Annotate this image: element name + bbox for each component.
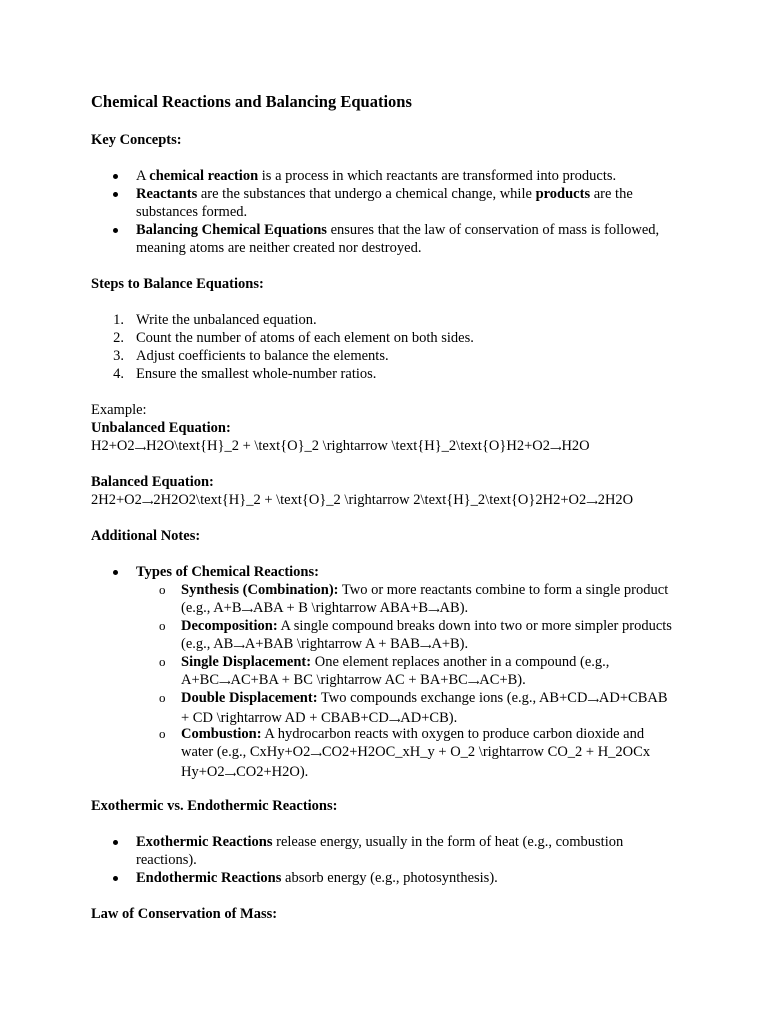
arrow-icon: ⟶ [224,770,237,779]
balanced-equation: 2H2+O2⟶2H2O2\text{H}_2 + \text{O}_2 \rightarrow 2\text{H}_2\text{O}2H2+O2⟶2H2O [91,492,634,508]
arrow-icon: ⟶ [428,606,440,615]
arrow-icon: ⟶ [219,678,231,687]
unbalanced-equation: H2+O2⟶H2O\text{H}_2 + \text{O}_2 \rightarrow \text{H}_2\text{O}H2+O2⟶H2O [91,438,590,454]
bullet-icon [113,174,118,179]
sub-bullet-icon: o [159,654,166,669]
bullet-icon [113,570,118,575]
arrow-icon: ⟶ [587,696,599,705]
arrow-icon: ⟶ [233,642,245,651]
arrow-icon: ⟶ [310,750,322,759]
conservation-heading: Law of Conservation of Mass: [91,906,278,922]
bullet-icon [113,228,118,233]
sub-bullet-icon: o [159,726,166,741]
arrow-icon: ⟶ [388,716,401,725]
thermo-heading: Exothermic vs. Endothermic Reactions: [91,798,338,814]
bullet-icon [113,192,118,197]
example-label: Example: [91,402,147,418]
arrow-icon: ⟶ [549,444,562,453]
arrow-icon: ⟶ [419,642,432,651]
arrow-icon: ⟶ [134,444,147,453]
sub-bullet-icon: o [159,618,166,633]
unbalanced-heading: Unbalanced Equation: [91,420,231,436]
arrow-icon: ⟶ [467,678,480,687]
page-title: Chemical Reactions and Balancing Equations [91,92,412,111]
bullet-icon [113,840,118,845]
arrow-icon: ⟶ [241,606,254,615]
steps-heading: Steps to Balance Equations: [91,276,264,292]
key-concepts-heading: Key Concepts: [91,132,182,148]
sub-bullet-icon: o [159,582,166,597]
arrow-icon: ⟶ [586,498,598,507]
balanced-heading: Balanced Equation: [91,474,214,490]
additional-notes-heading: Additional Notes: [91,528,201,544]
arrow-icon: ⟶ [141,498,154,507]
sub-bullet-icon: o [159,690,166,705]
bullet-icon [113,876,118,881]
